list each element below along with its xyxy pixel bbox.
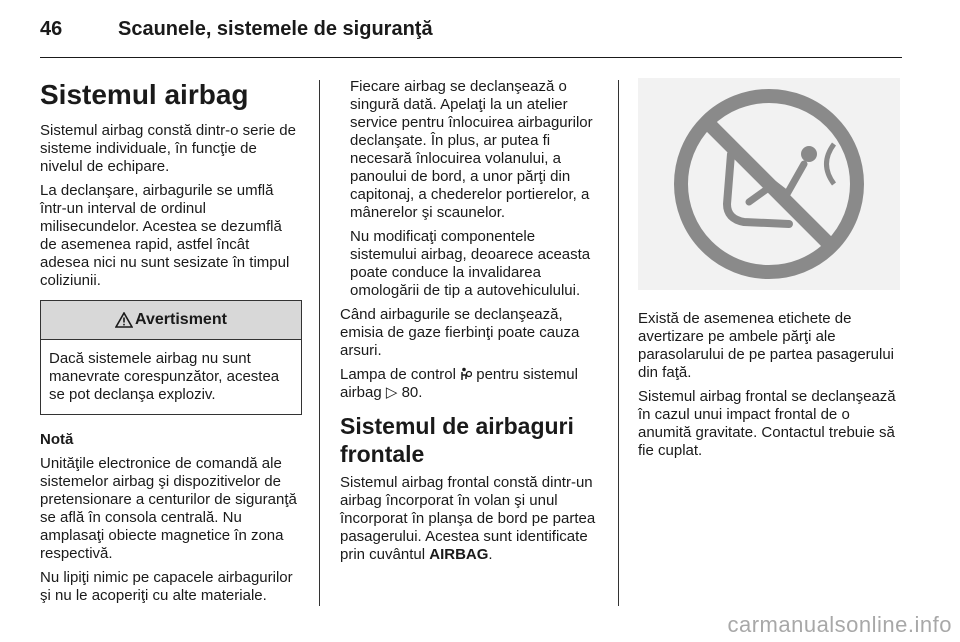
lamp-text-mid: pentru sistemul airbag xyxy=(340,366,578,401)
burns-paragraph: Când airbagurile se declanşează, emisia de gaze fierbinţi poate cauza arsuri. xyxy=(340,306,580,359)
warning-box xyxy=(40,300,302,415)
frontal-airbag-paragraph xyxy=(340,474,602,564)
frontal-text: Sistemul airbag frontal constă dintr-un airbag încorporat în volan şi unul încorporat în planşa de bord pe partea pasagerului. Acestea sunt identificate prin cuvântul xyxy=(340,474,596,563)
ignition-paragraph: Sistemul airbag frontal se declanşează în cazul unui impact frontal de o anumită gravitate. Contactul trebuie să fie cuplat. xyxy=(638,388,896,459)
warning-text: Dacă sistemele airbag nu sunt manevrate corespunzător, acestea se pot declanşa exploziv. xyxy=(49,350,280,403)
frontal-text-end: . xyxy=(488,546,493,563)
column-divider-1 xyxy=(319,80,320,606)
chapter-title: Scaunele, sistemele de siguranţă xyxy=(118,18,433,40)
header-rule xyxy=(40,57,902,58)
deployment-paragraph: La declanşare, airbagurile se umflă într-un interval de ordinul milisecundelor. Acestea se dezumflă de asemenea rapid, astfel încât adesea nici nu sunt sesizate în timpul coliziunii. xyxy=(40,182,290,289)
section-title: Sistemul airbag xyxy=(40,79,249,110)
column-divider-2 xyxy=(618,80,619,606)
note-paragraph-2: Nu lipiţi nimic pe capacele airbagurilor şi nu le acoperiţi cu alte materiale. xyxy=(40,569,293,604)
column-2 xyxy=(340,78,602,570)
lamp-text-pre: Lampa de control xyxy=(340,366,456,383)
lamp-page-ref[interactable]: 80. xyxy=(401,384,423,401)
control-lamp-paragraph xyxy=(340,366,602,402)
column-1 xyxy=(40,78,302,611)
replacement-block xyxy=(340,78,602,300)
no-rear-facing-child-seat-icon xyxy=(669,84,869,284)
figure-panel xyxy=(638,78,900,290)
note-paragraph-1: Unităţile electronice de comandă ale sistemelor airbag şi dispozitivelor de pretensionare a centurilor de siguranţă se află în consola centrală. Nu amplasaţi obiecte magnetice în zona respectivă. xyxy=(40,455,297,562)
frontal-airbag-heading: Sistemul de airbaguri frontale xyxy=(340,413,574,467)
page-reference-icon[interactable]: ▷ xyxy=(385,384,398,401)
warning-title: Avertisment xyxy=(135,311,227,328)
watermark: carmanualsonline.info xyxy=(727,612,952,637)
warning-header xyxy=(41,301,301,340)
airbag-word: AIRBAG xyxy=(429,546,489,563)
airbag-warning-lamp-icon xyxy=(460,367,472,381)
label-paragraph: Există de asemenea etichete de avertizare pe ambele părţi ale parasolarului de pe partea pasagerului din faţă. xyxy=(638,310,895,381)
column-3 xyxy=(638,78,900,466)
note-title: Notă xyxy=(40,431,74,448)
modification-paragraph: Nu modificaţi componentele sistemului airbag, deoarece aceasta poate conduce la invalidarea omologării de tip a autovehiculului. xyxy=(350,228,591,299)
intro-paragraph: Sistemul airbag constă dintr-o serie de sisteme individuale, în funcţie de nivelul de echipare. xyxy=(40,122,296,175)
page-number: 46 xyxy=(40,18,63,40)
note-block xyxy=(40,431,302,605)
replacement-paragraph: Fiecare airbag se declanşează o singură dată. Apelaţi la un atelier service pentru înlocuirea airbagurilor declanşate. În plus, ar putea fi necesară înlocuirea volanului, a panoului de bord, a unor părţi din capitonaj, a chederelor portierelor, a mânerelor şi scaunelor. xyxy=(350,78,593,221)
warning-triangle-icon xyxy=(115,312,133,328)
page-header xyxy=(40,18,433,41)
